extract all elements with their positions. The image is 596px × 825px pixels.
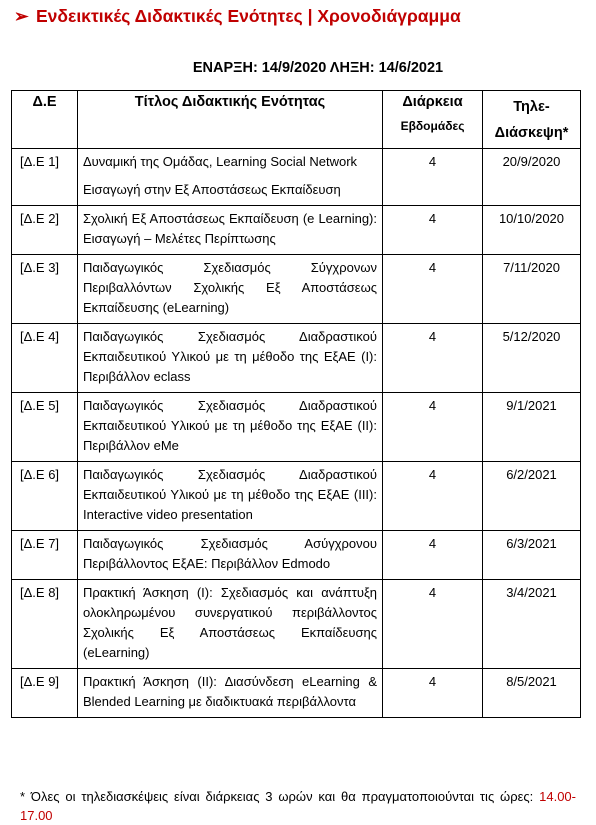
- duration-weeks-cell: 4: [383, 324, 483, 393]
- table-row: [12, 393, 581, 462]
- unit-title-cell: Πρακτική Άσκηση (I): Σχεδιασμός και ανάπτυξη ολοκληρωμένου συνεργατικού περιβάλλοντος Σχολικής Εξ Αποστάσεως Εκπαίδευσης (eLearning): [78, 580, 383, 669]
- header-teleconference: Τηλε- Διάσκεψη*: [483, 91, 581, 149]
- footnote-time: 14.00-17.00: [20, 789, 576, 823]
- duration-weeks-cell: 4: [383, 255, 483, 324]
- unit-title-cell: Δυναμική της Ομάδας, Learning Social Network Εισαγωγή στην Εξ Αποστάσεως Εκπαίδευση: [78, 149, 383, 206]
- start-end-dates: ΕΝΑΡΞΗ: 14/9/2020 ΛΗΞΗ: 14/6/2021: [192, 60, 444, 76]
- table-row: [12, 669, 581, 718]
- teleconference-date-cell: 8/5/2021: [483, 669, 581, 718]
- header-title: Τίτλος Διδακτικής Ενότητας: [78, 91, 383, 149]
- teleconference-date-cell: 7/11/2020: [483, 255, 581, 324]
- duration-weeks-cell: 4: [383, 669, 483, 718]
- unit-title-cell: Παιδαγωγικός Σχεδιασμός Ασύγχρονου Περιβάλλοντος ΕξΑΕ: Περιβάλλον Edmodo: [78, 531, 383, 580]
- header-code: Δ.Ε: [12, 91, 78, 149]
- unit-code-cell: [Δ.Ε 8]: [12, 580, 78, 669]
- unit-title-cell: Παιδαγωγικός Σχεδιασμός Σύγχρονων Περιβαλλόντων Σχολικής Εξ Αποστάσεως Εκπαίδευσης (eLearning): [78, 255, 383, 324]
- schedule-table: [11, 90, 581, 718]
- unit-code-cell: [Δ.Ε 7]: [12, 531, 78, 580]
- table-row: [12, 531, 581, 580]
- teleconference-date-cell: 6/2/2021: [483, 462, 581, 531]
- duration-weeks-cell: 4: [383, 531, 483, 580]
- header-duration: Διάρκεια Εβδομάδες: [383, 91, 483, 149]
- footnote: * Όλες οι τηλεδιασκέψεις είναι διάρκειας 3 ωρών και θα πραγματοποιούνται τις ώρες: 14.00-17.00: [20, 789, 576, 823]
- table-header-row: [12, 91, 581, 149]
- unit-title-cell: Παιδαγωγικός Σχεδιασμός Διαδραστικού Εκπαιδευτικού Υλικού με τη μέθοδο της ΕξΑΕ (III): Interactive video presentation: [78, 462, 383, 531]
- unit-code-cell: [Δ.Ε 4]: [12, 324, 78, 393]
- duration-weeks-cell: 4: [383, 206, 483, 255]
- table-row: [12, 149, 581, 206]
- table-row: [12, 324, 581, 393]
- teleconference-date-cell: 20/9/2020: [483, 149, 581, 206]
- header-duration-unit: Εβδομάδες: [400, 119, 465, 133]
- teleconference-date-cell: 6/3/2021: [483, 531, 581, 580]
- duration-weeks-cell: 4: [383, 149, 483, 206]
- unit-code-cell: [Δ.Ε 2]: [12, 206, 78, 255]
- duration-weeks-cell: 4: [383, 580, 483, 669]
- unit-code-cell: [Δ.Ε 5]: [12, 393, 78, 462]
- unit-code-cell: [Δ.Ε 9]: [12, 669, 78, 718]
- table-row: [12, 462, 581, 531]
- unit-title-extra: Εισαγωγή στην Εξ Αποστάσεως Εκπαίδευση: [83, 182, 341, 197]
- duration-weeks-cell: 4: [383, 393, 483, 462]
- table-row: [12, 580, 581, 669]
- unit-code-cell: [Δ.Ε 6]: [12, 462, 78, 531]
- duration-weeks-cell: 4: [383, 462, 483, 531]
- unit-title-cell: Παιδαγωγικός Σχεδιασμός Διαδραστικού Εκπαιδευτικού Υλικού με τη μέθοδο της ΕξΑΕ (II): Περιβάλλον eMe: [78, 393, 383, 462]
- unit-code-cell: [Δ.Ε 1]: [12, 149, 78, 206]
- arrow-bullet-icon: ➢: [14, 6, 29, 26]
- table-row: [12, 206, 581, 255]
- teleconference-date-cell: 10/10/2020: [483, 206, 581, 255]
- teleconference-date-cell: 9/1/2021: [483, 393, 581, 462]
- unit-code-cell: [Δ.Ε 3]: [12, 255, 78, 324]
- section-heading-text: Ενδεικτικές Διδακτικές Ενότητες | Χρονοδιάγραμμα: [36, 6, 461, 26]
- table-row: [12, 255, 581, 324]
- teleconference-date-cell: 3/4/2021: [483, 580, 581, 669]
- unit-title-cell: Πρακτική Άσκηση (II): Διασύνδεση eLearning & Blended Learning με διαδικτυακά περιβάλλοντα: [78, 669, 383, 718]
- unit-title-cell: Σχολική Εξ Αποστάσεως Εκπαίδευση (e Learning): Εισαγωγή – Μελέτες Περίπτωσης: [78, 206, 383, 255]
- teleconference-date-cell: 5/12/2020: [483, 324, 581, 393]
- section-heading: [14, 6, 461, 27]
- unit-title-cell: Παιδαγωγικός Σχεδιασμός Διαδραστικού Εκπαιδευτικού Υλικού με τη μέθοδο της ΕξΑΕ (I): Περιβάλλον eclass: [78, 324, 383, 393]
